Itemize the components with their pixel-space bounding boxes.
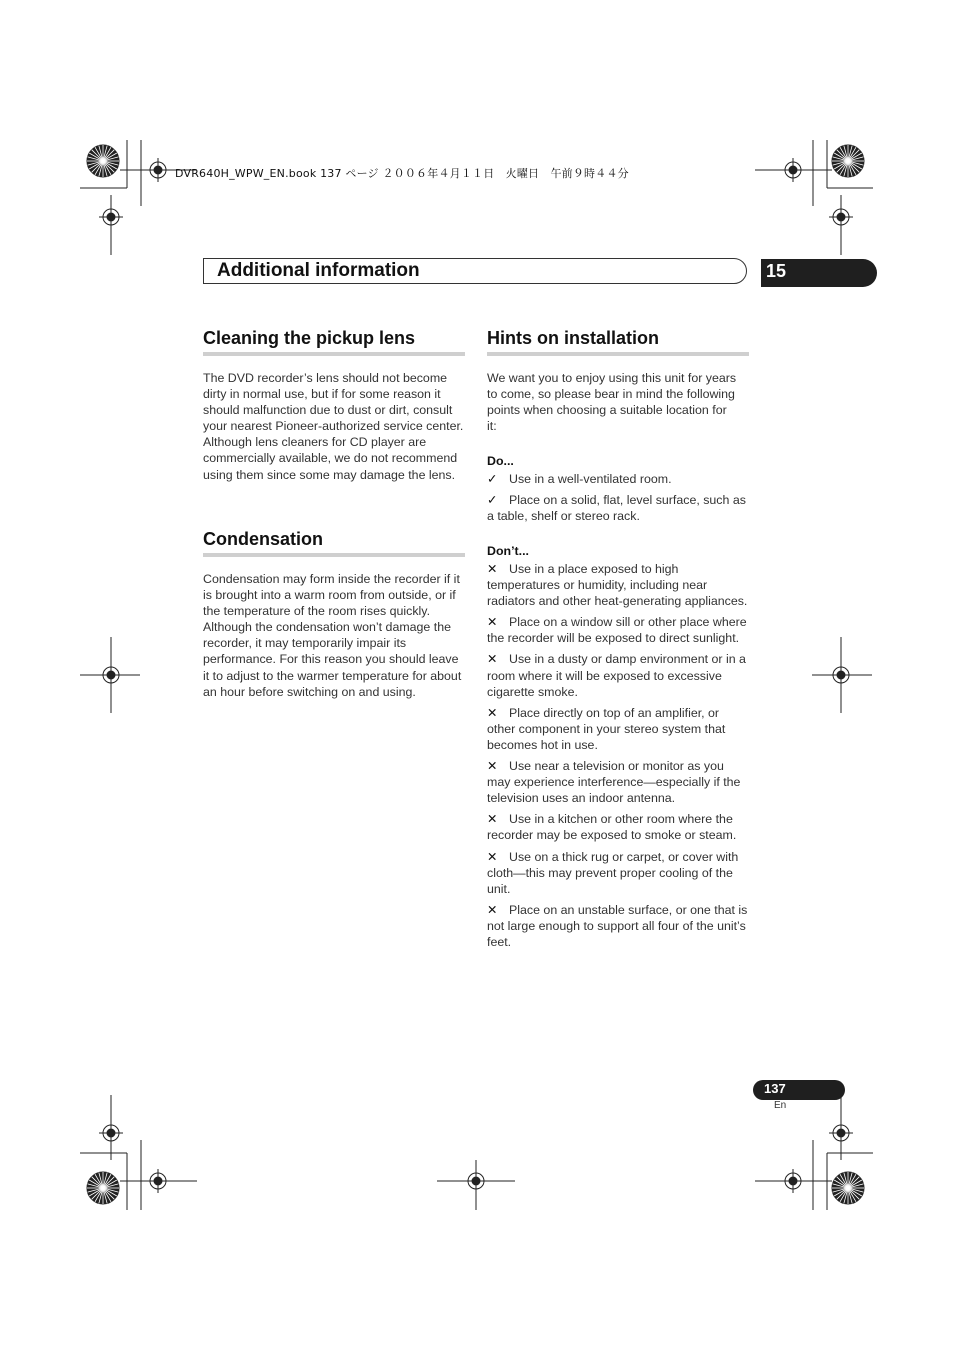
do-item: ✓ Place on a solid, flat, level surface, such as a table, shelf or stereo rack. — [487, 493, 746, 524]
cross-icon: ✕ — [487, 812, 498, 827]
cross-icon: ✕ — [487, 849, 498, 864]
cross-icon: ✕ — [487, 902, 498, 917]
dont-item: ✕ Place on an unstable surface, or one that is not large enough to support all four of the unit’s feet. — [487, 902, 748, 949]
cleaning-body: The DVD recorder’s lens should not become dirty in normal use, but if for some reason it should malfunction due to dust or dirt, consult your nearest Pioneer-authorized service center. Although lens cleaners for CD player are commercially available, we do not recommend using them since some may damage the lens. — [203, 371, 464, 482]
dont-item: ✕ Use in a place exposed to high temperatures or humidity, including near radiators and other heat-generating appliances. — [487, 562, 748, 609]
checkmark-icon: ✓ — [487, 493, 498, 508]
dont-item: ✕ Use on a thick rug or carpet, or cover with cloth—this may prevent proper cooling of the unit. — [487, 849, 739, 896]
condensation-body: Condensation may form inside the recorder if it is brought into a warm room from outside, or if the temperature of the room rises quickly. Although the condensation won’t damage the recorder, it may temporarily impair its performance. For this reason you should leave it to adjust to the warmer temperature for about an hour before switching on and using. — [203, 572, 462, 699]
condensation-heading-rule — [203, 553, 465, 557]
dont-list — [487, 561, 749, 955]
chapter-number: 15 — [766, 261, 787, 281]
installation-heading: Hints on installation — [487, 328, 660, 348]
cross-icon: ✕ — [487, 562, 498, 576]
dont-item: ✕ Place directly on top of an amplifier, or other component in your stereo system that becomes hot in use. — [487, 705, 726, 752]
dont-item: ✕ Use in a kitchen or other room where the recorder may be exposed to smoke or steam. — [487, 812, 737, 843]
dont-label: Don’t... — [487, 544, 529, 558]
registration-starburst-icon — [87, 1172, 119, 1204]
condensation-heading: Condensation — [203, 529, 323, 549]
do-list — [487, 471, 749, 529]
dont-item: ✕ Use near a television or monitor as you may experience interference—especially if the television uses an indoor antenna. — [487, 759, 741, 806]
checkmark-icon: ✓ — [487, 472, 498, 486]
installation-heading-rule — [487, 352, 749, 356]
file-header: DVR640H_WPW_EN.book 137 ページ ２００６年４月１１日 火曜日 午前９時４４分 — [175, 167, 629, 180]
cross-icon: ✕ — [487, 705, 498, 720]
dont-item: ✕ Place on a window sill or other place where the recorder will be exposed to direct sunlight. — [487, 615, 747, 646]
installation-intro: We want you to enjoy using this unit for years to come, so please bear in mind the following points when choosing a suitable location for it: — [487, 371, 737, 434]
chapter-title: Additional information — [217, 260, 420, 281]
cross-icon: ✕ — [487, 652, 498, 667]
registration-starburst-icon — [87, 145, 119, 177]
do-label: Do... — [487, 454, 514, 468]
cleaning-heading-rule — [203, 352, 465, 356]
do-item: ✓ Use in a well-ventilated room. — [487, 472, 672, 486]
cross-icon: ✕ — [487, 759, 498, 774]
registration-starburst-icon — [832, 1172, 864, 1204]
cleaning-heading: Cleaning the pickup lens — [203, 328, 416, 348]
page-language: En — [774, 1100, 787, 1111]
registration-starburst-icon — [832, 145, 864, 177]
dont-item: ✕ Use in a dusty or damp environment or in a room where it will be exposed to excessive cigarette smoke. — [487, 652, 746, 699]
cross-icon: ✕ — [487, 615, 498, 630]
page-number: 137 — [764, 1081, 786, 1096]
